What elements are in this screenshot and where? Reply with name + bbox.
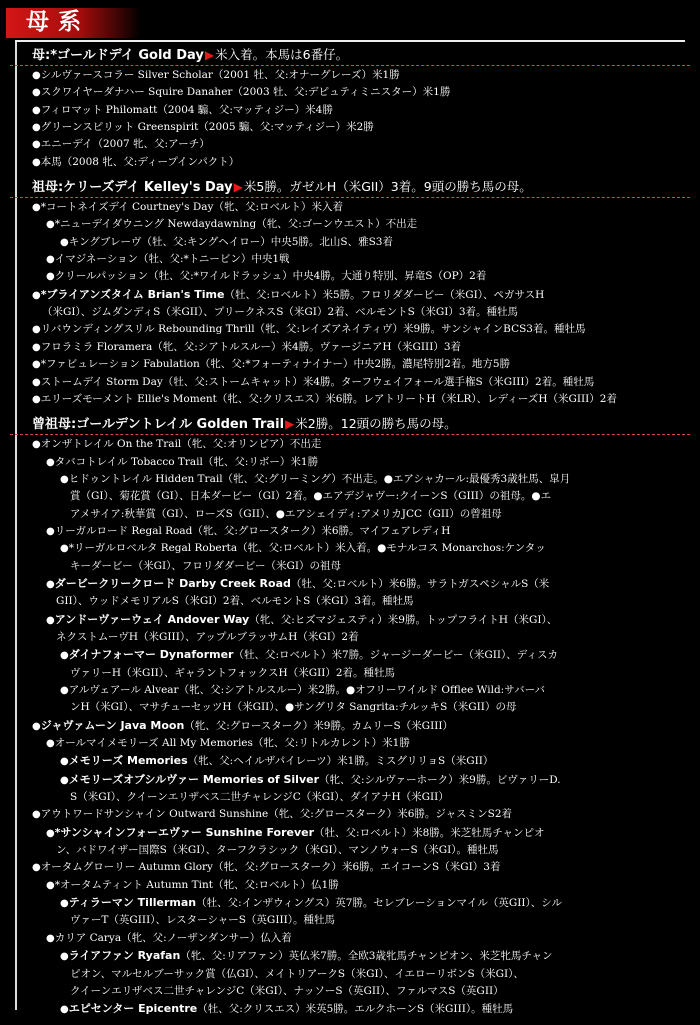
bullet-icon: ● [46,932,55,944]
item-text: ヒドゥントレイル Hidden Trail（牝、父:グリーミング）不出走。●エアシャカール:最優秀3歳牡馬、皐月 [68,472,571,485]
bullet-icon: ● [32,809,41,821]
list-item [32,67,692,84]
list-item [32,735,692,752]
item-text: ン、バドワイザー国際S（米GI）、ターフクラシック（米GI）、マンノウォーS（米GI）。種牡馬 [56,844,499,857]
horse-name: ジャヴァムーン Java Moon [40,718,185,732]
list-item [32,842,692,859]
horse-name: ライアファン Ryafan [68,949,181,963]
bullet-icon: ● [32,87,41,99]
list-item [32,436,692,453]
list-item [32,789,692,806]
horse-name: ダービークリークロード Darby Creek Road [54,576,291,590]
triangle-right-icon: ▶ [233,180,243,195]
bullet-icon: ● [60,650,69,662]
section-heading-title: 曾祖母:ゴールデントレイル Golden Trail [32,417,285,433]
item-text: （牡、父:ロベルト）米5勝。フロリダダービー（米GI）、ペガサスH [224,288,545,301]
item-text: アメサイア:秋華賞（GI）、ローズS（GII）、●エアシェイディ:アメリカJCC（GII）の曾祖母 [70,507,502,520]
list-item [32,286,692,304]
horse-name: ティラーマン Tillerman [68,896,197,910]
bullet-icon: ● [32,324,41,336]
bullet-icon: ● [60,473,69,485]
bullet-icon: ● [46,879,55,891]
item-text: オールマイメモリーズ All My Memories（牝、父:リトルカレント）米1勝 [54,737,410,750]
item-text: クイーンエリザベス二世チャレンジC（米GI）、ナッソーS（英GII）、ファルマスS（英GII） [70,984,504,997]
item-text: タバコトレイル Tobacco Trail（牝、父:リボー）米1勝 [54,455,319,468]
section-heading-note: 米2勝。12頭の勝ち馬の母。 [295,416,457,432]
list-item [32,824,692,842]
list-item [32,665,692,682]
triangle-right-icon: ▶ [285,417,295,432]
item-text: リバウンディングスリル Rebounding Thrill（牝、父:レイズアネイティヴ）米9勝。サンシャインBCS3着。種牡馬 [40,323,586,336]
item-text: （牡、父:クリスエス）米英5勝。エルクホーンS（米GIII）。種牡馬 [197,1003,514,1016]
item-text: （牝、父:ヘイルザパイレーツ）米1勝。ミスグリリョS（米GII） [187,755,494,768]
bullet-icon: ● [32,122,41,134]
page-title: 母系 [26,9,90,35]
bullet-icon: ● [32,393,41,405]
list-item [32,575,692,593]
item-text: ストームデイ Storm Day（牡、父:ストームキャット）米4勝。ターフウェイフォール選手権S（米GIII）2着。種牡馬 [40,375,595,388]
list-item [32,154,692,171]
list-item [32,611,692,629]
list-item [32,912,692,929]
item-text: エリーズモーメント Ellie's Moment（牝、父:クリスエス）米6勝。レアトリートH（米LR）、レディーズH（米GIII）2着 [40,392,617,405]
list-item [32,859,692,876]
section-heading-title: 祖母:ケリーズデイ Kelley's Day [32,180,233,196]
item-text: *リーガルロベルタ Regal Roberta（牝、父:ロベルト）米入着。●モナルコス Monarchos:ケンタッ [68,542,546,555]
item-text: GII）、ウッドメモリアルS（米GI）2着、ベルモントS（米GI）3着。種牡馬 [56,595,414,608]
item-text: リーガルロード Regal Road（牝、父:グロースターク）米6勝。マイフェアレディH [54,524,451,537]
bullet-icon: ● [32,359,41,371]
item-text: ネクストムーヴH（米GIII）、アップルブラッサムH（米GI）2着 [56,630,359,643]
item-text: フィロマット Philomatt（2004 騸、父:マッティジー）米4勝 [40,103,333,116]
list-item [32,983,692,1000]
item-text: （牝、父:シルヴァーホーク）米9勝。ビヴァリーD. [319,773,561,786]
item-text: ピオン、マルセルブーサック賞（仏GI）、メイトリアークS（米GI）、イエローリボンS（米GI）、 [70,967,524,980]
horse-name: ダイナフォーマー Dynaformer [68,648,234,662]
section-rule [10,65,690,66]
triangle-right-icon: ▶ [204,48,215,62]
bullet-icon: ● [32,70,41,81]
list-item [32,646,692,664]
item-text: スクワイヤーダナハー Squire Danaher（2003 牡、父:デピュティミニスター）米1勝 [40,86,451,99]
horse-name: エピセンター Epicentre [68,1002,198,1016]
bullet-icon: ● [46,827,55,839]
bullet-icon: ● [46,578,55,590]
list-item [32,558,692,575]
item-text: （牡、父:ロベルト）米7勝。ジャージーダービー（米GII）、ディスカ [233,649,558,662]
horse-name: *ブライアンズタイム Brian's Time [40,287,225,301]
pedigree-content [32,45,692,1019]
bullet-icon: ● [32,156,41,168]
item-text: グリーンスピリット Greenspirit（2005 騸、父:マッティジー）米2勝 [40,121,374,134]
list-item [32,540,692,557]
item-text: *オータムティント Autumn Tint（牝、父:ロベルト）仏1勝 [54,878,339,891]
section-heading [32,45,692,65]
item-text: シルヴァースコラー Silver Scholar（2001 牡、父:オナーグレーズ）米1勝 [40,69,400,81]
list-item [32,251,692,268]
list-item [32,84,692,101]
item-text: カリア Carya（牝、父:ノーザンダンサー）仏入着 [54,931,292,944]
list-item [32,199,692,216]
list-item [32,894,692,912]
item-text: （牡、父:ロベルト）米8勝。米芝牡馬チャンピオ [314,826,545,839]
list-item [32,806,692,823]
list-item [32,947,692,965]
horse-name: アンドーヴァーウェイ Andover Way [54,612,250,626]
list-item [32,454,692,471]
list-item [32,268,692,285]
bullet-icon: ● [46,525,55,537]
bullet-icon: ● [32,202,41,214]
bullet-icon: ● [60,543,69,555]
bullet-icon: ● [46,254,55,266]
list-item [32,717,692,735]
bullet-icon: ● [32,341,41,353]
item-text: *ファビュレーション Fabulation（牝、父:*フォーティナイナー）中央2勝。濃尾特別2着。地方5勝 [40,358,511,371]
bullet-icon: ● [46,614,55,626]
item-text: 賞（GI）、菊花賞（GI）、日本ダービー（GI）2着。●エアデジャヴー:クイーンS（GIII）の祖母。●エ [70,490,552,503]
section-heading-note: 米入着。本馬は6番仔。 [215,47,349,62]
list-item [32,119,692,136]
horse-name: メモリーズオブシルヴァー Memories of Silver [68,772,320,786]
list-item [32,877,692,894]
horse-name: メモリーズ Memories [68,754,188,768]
bullet-icon: ● [60,756,69,768]
list-item [32,523,692,540]
bullet-icon: ● [32,862,41,874]
list-item [32,682,692,699]
list-item [32,699,692,716]
item-text: フロラミラ Floramera（牝、父:シアトルスルー）米4勝。ヴァージニアH（米GIII）3着 [40,340,462,353]
list-item [32,930,692,947]
list-item [32,234,692,251]
item-text: （牡、父:インザウィングス）英7勝。セレブレーションマイル（英GII）、シル [196,897,563,910]
frame-top-rule [15,40,685,42]
item-text: クリールパッション（牡、父:*ワイルドラッシュ）中央4勝。大通り特別、昇竜S（OP）2着 [54,270,487,283]
item-text: オータムグローリー Autumn Glory（牝、父:グロースターク）米6勝。エイコーンS（米GI）3着 [40,861,501,874]
item-text: （米GI）、ジムダンディS（米GII）、プリークネスS（米GI）2着、ベルモントS（米GI）3着。種牡馬 [42,306,519,319]
item-text: キングブレーヴ（牡、父:キングヘイロー）中央5勝。北山S、雅S3着 [68,235,393,248]
item-text: *コートネイズデイ Courtney's Day（牝、父:ロベルト）米入着 [40,201,343,214]
list-item [32,506,692,523]
bullet-icon: ● [46,738,55,750]
bullet-icon: ● [60,951,69,963]
list-item [32,136,692,153]
item-text: イマジネーション（牡、父:*トニービン）中央1戦 [54,253,290,266]
list-item [32,391,692,408]
bullet-icon: ● [60,1004,69,1016]
list-item [32,488,692,505]
list-item [32,374,692,391]
list-item [32,771,692,789]
section-heading-title: 母:*ゴールドデイ Gold Day [32,48,204,63]
list-item [32,339,692,356]
item-text: キーダービー（米GI）、フロリダダービー（米GI）の祖母 [70,559,341,572]
list-item [32,356,692,373]
list-item [32,752,692,770]
item-text: ヴァリーH（米GII）、ギャラントフォックスH（米GII）2着。種牡馬 [70,666,396,679]
bullet-icon: ● [46,219,55,231]
list-item [32,471,692,488]
bullet-icon: ● [32,376,41,388]
item-text: （牝、父:ヒズマジェスティ）米9勝。トップフライトH（米GI）、 [249,613,558,626]
section-rule [10,434,690,435]
list-item [32,321,692,338]
list-item [32,966,692,983]
item-text: アルヴェアール Alvear（牝、父:シアトルスルー）米2勝。●オフリーワイルド Offlee Wild:サバーバ [68,684,546,696]
item-text: オンザトレイル On the Trail（牝、父:オリンピア）不出走 [40,438,322,451]
bullet-icon: ● [32,139,41,151]
section-heading [32,177,692,197]
item-text: （牝、父:グロースターク）米9勝。カムリーS（米GIII） [184,719,454,732]
item-text: *ニューデイダウニング Newdaydawning（牝、父:ゴーンウエスト）不出走 [54,218,418,231]
bullet-icon: ● [46,271,55,283]
item-text: （牝、父:リアファン）英仏米7勝。全欧3歳牝馬チャンピオン、米芝牝馬チャン [180,950,553,963]
section-rule [10,197,690,198]
bullet-icon: ● [32,720,41,732]
horse-name: *サンシャインフォーエヴァー Sunshine Forever [54,825,315,839]
item-text: アウトワードサンシャイン Outward Sunshine（牝、父:グロースターク）米6勝。ジャスミンS2着 [40,808,513,821]
list-item [32,593,692,610]
item-text: ンH（米GI）、マサチューセッツH（米GII）、●サングリタ Sangrita:チルッキS（米GII）の母 [70,701,517,714]
bullet-icon: ● [32,439,41,451]
list-item [32,1000,692,1018]
bullet-icon: ● [46,456,55,468]
item-text: S（米GI）、クイーンエリザベス二世チャレンジC（米GI）、ダイアナH（米GII） [70,791,449,804]
bullet-icon: ● [60,898,69,910]
list-item [32,102,692,119]
section-heading-note: 米5勝。ガゼルH（米GII）3着。9頭の勝ち馬の母。 [243,179,532,195]
item-text: 本馬（2008 牝、父:ディープインパクト） [40,155,240,168]
item-text: （牡、父:ロベルト）米6勝。サラトガスペシャルS（米 [290,577,550,590]
bullet-icon: ● [60,774,69,786]
bullet-icon: ● [32,104,41,116]
bullet-icon: ● [60,236,69,248]
item-text: エニーデイ（2007 牝、父:アーチ） [40,138,210,151]
list-item [32,216,692,233]
item-text: ヴァーT（英GIII）、レスターシャーS（英GIII）。種牡馬 [70,914,336,927]
list-item [32,629,692,646]
bullet-icon: ● [60,685,69,696]
section-heading [32,414,692,434]
bullet-icon: ● [32,289,41,301]
list-item [32,304,692,321]
